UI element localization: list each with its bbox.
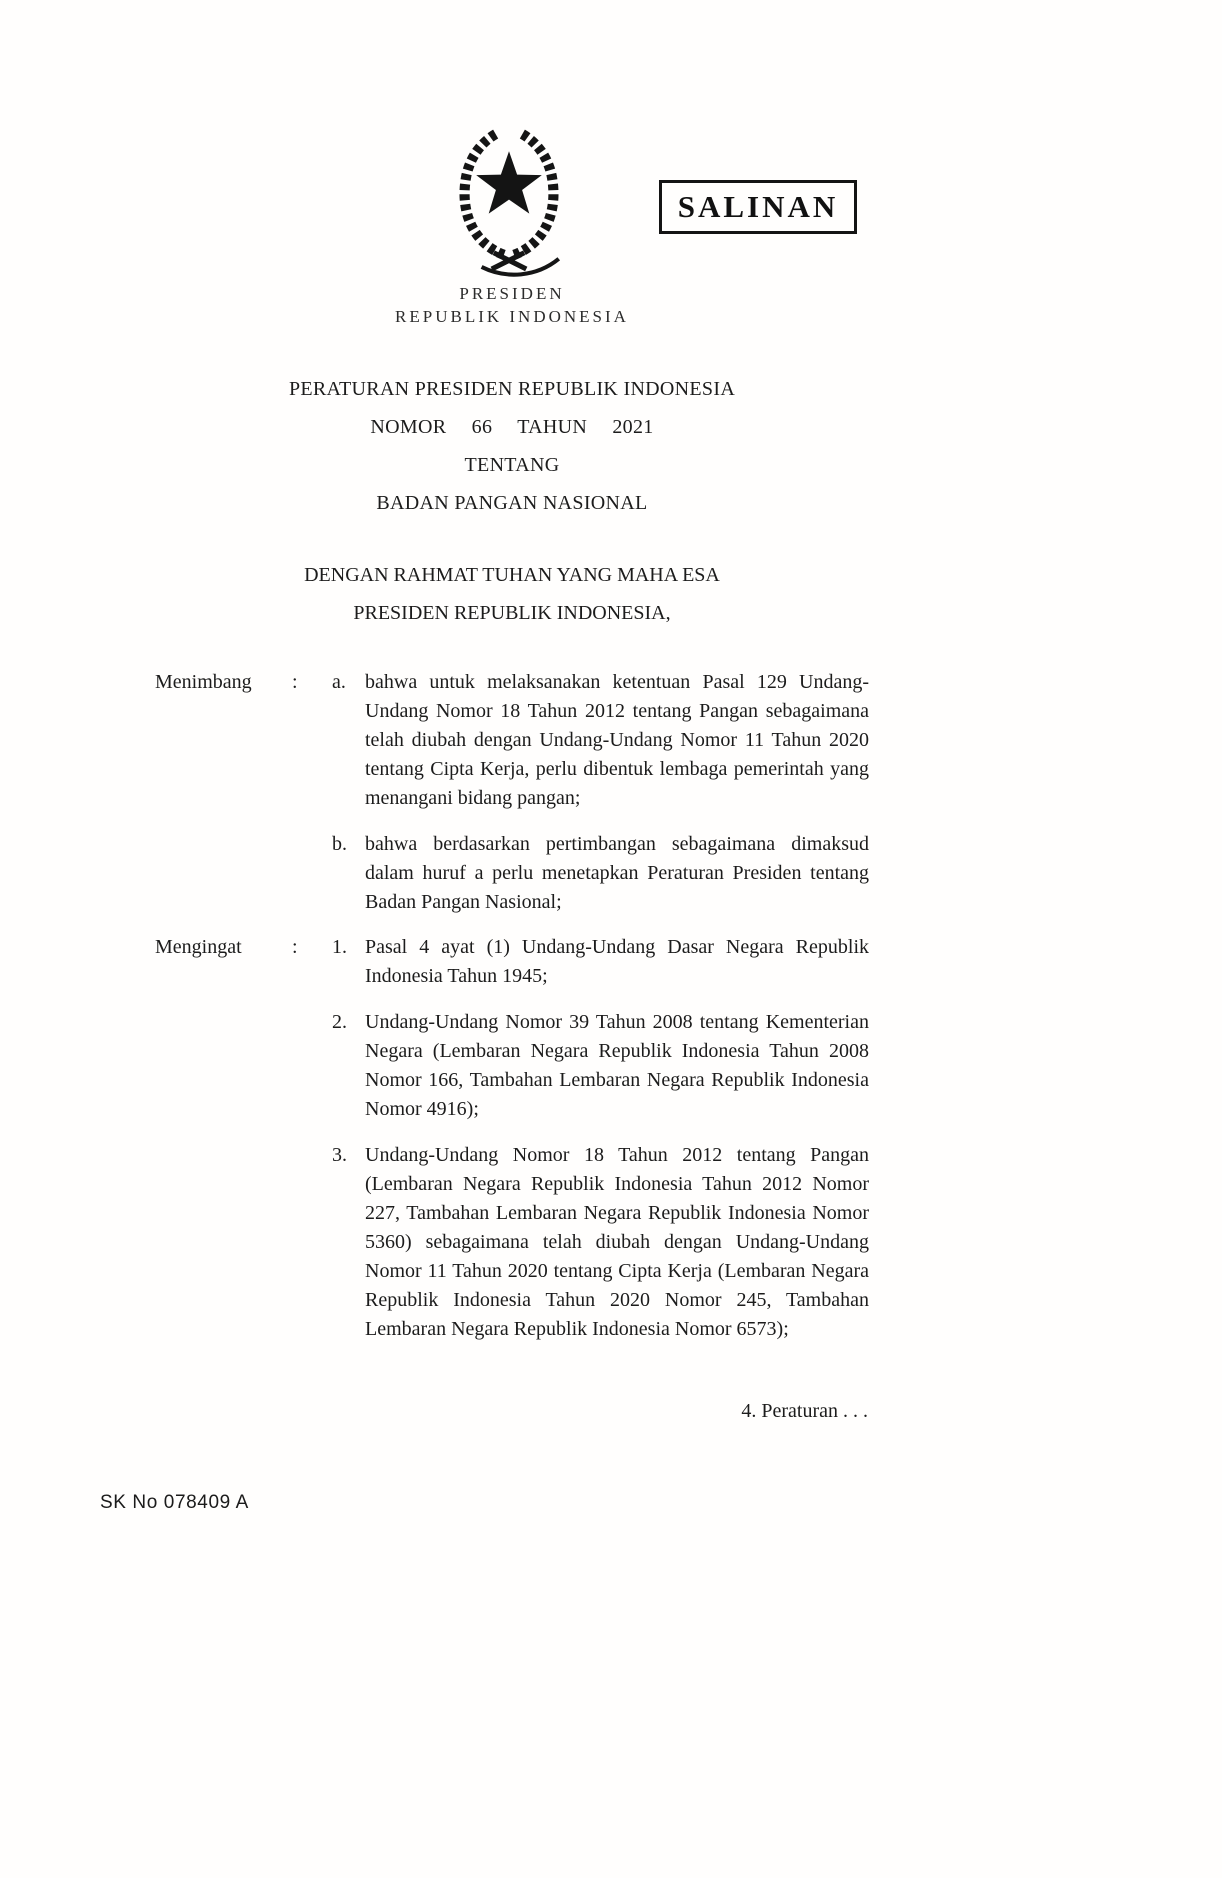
- item-text: Pasal 4 ayat (1) Undang-Undang Dasar Negara Republik Indonesia Tahun 1945;: [365, 936, 869, 987]
- salinan-stamp: [659, 180, 857, 234]
- star-icon: [476, 151, 542, 213]
- item-marker: 1.: [332, 936, 347, 958]
- preamble-rahmat: DENGAN RAHMAT TUHAN YANG MAHA ESA: [304, 564, 720, 586]
- list-item: [332, 830, 869, 917]
- item-text: bahwa berdasarkan pertimbangan sebagaimana dimaksud dalam huruf a perlu menetapkan Peraturan Presiden tentang Badan Pangan Nasional;: [365, 833, 869, 913]
- menimbang-items: [332, 668, 869, 917]
- title-peraturan: PERATURAN PRESIDEN REPUBLIK INDONESIA: [288, 378, 736, 400]
- preamble-block: [155, 556, 869, 632]
- item-marker: a.: [332, 671, 346, 693]
- list-item: [332, 1141, 869, 1344]
- preamble-presiden: PRESIDEN REPUBLIK INDONESIA,: [353, 602, 671, 624]
- title-tentang: TENTANG: [464, 454, 560, 476]
- letterhead-presiden: PRESIDEN: [459, 284, 565, 303]
- letterhead-republik-indonesia: REPUBLIK INDONESIA: [395, 307, 629, 326]
- menimbang-colon: :: [292, 671, 298, 693]
- document-content: [155, 282, 869, 1344]
- item-marker: b.: [332, 833, 347, 855]
- salinan-stamp-label: SALINAN: [677, 189, 839, 224]
- presidential-emblem: [443, 124, 575, 280]
- mengingat-label: Mengingat: [155, 936, 242, 958]
- presidential-seal-icon: [443, 124, 575, 280]
- list-item: [332, 933, 869, 991]
- wreath-stems-icon: [492, 253, 527, 269]
- item-marker: 3.: [332, 1144, 347, 1166]
- list-item: [332, 1008, 869, 1124]
- menimbang-label: Menimbang: [155, 671, 252, 693]
- mengingat-colon: :: [292, 936, 298, 958]
- letterhead: [155, 282, 869, 328]
- item-marker: 2.: [332, 1011, 347, 1033]
- title-nomor-tahun: NOMOR 66 TAHUN 2021: [370, 416, 654, 438]
- item-text: Undang-Undang Nomor 39 Tahun 2008 tentang Kementerian Negara (Lembaran Negara Republik Indonesia Tahun 2008 Nomor 166, Tambahan Lembaran Negara Republik Indonesia Nomor 4916);: [365, 1011, 869, 1120]
- document-title-block: [155, 370, 869, 522]
- title-subject: BADAN PANGAN NASIONAL: [376, 492, 648, 514]
- list-item: [332, 668, 869, 813]
- mengingat-clause: [155, 933, 869, 1344]
- menimbang-clause: [155, 668, 869, 917]
- item-text: bahwa untuk melaksanakan ketentuan Pasal 129 Undang-Undang Nomor 18 Tahun 2012 tentang Pangan sebagaimana telah diubah dengan Undang-Undang Nomor 11 Tahun 2020 tentang Cipta Kerja, perlu dibentuk lembaga pemerintah yang menangani bidang pangan;: [365, 671, 869, 809]
- page-continuation: 4. Peraturan . . .: [741, 1400, 868, 1422]
- mengingat-items: [332, 933, 869, 1344]
- sk-control-number: SK No 078409 A: [100, 1492, 249, 1513]
- item-text: Undang-Undang Nomor 18 Tahun 2012 tentang Pangan (Lembaran Negara Republik Indonesia Tahun 2012 Nomor 227, Tambahan Lembaran Negara Republik Indonesia Nomor 5360) sebagaimana telah diubah dengan Undang-Undang Nomor 11 Tahun 2020 tentang Cipta Kerja (Lembaran Negara Republik Indonesia Tahun 2020 Nomor 245, Tambahan Lembaran Negara Republik Indonesia Nomor 6573);: [365, 1144, 869, 1340]
